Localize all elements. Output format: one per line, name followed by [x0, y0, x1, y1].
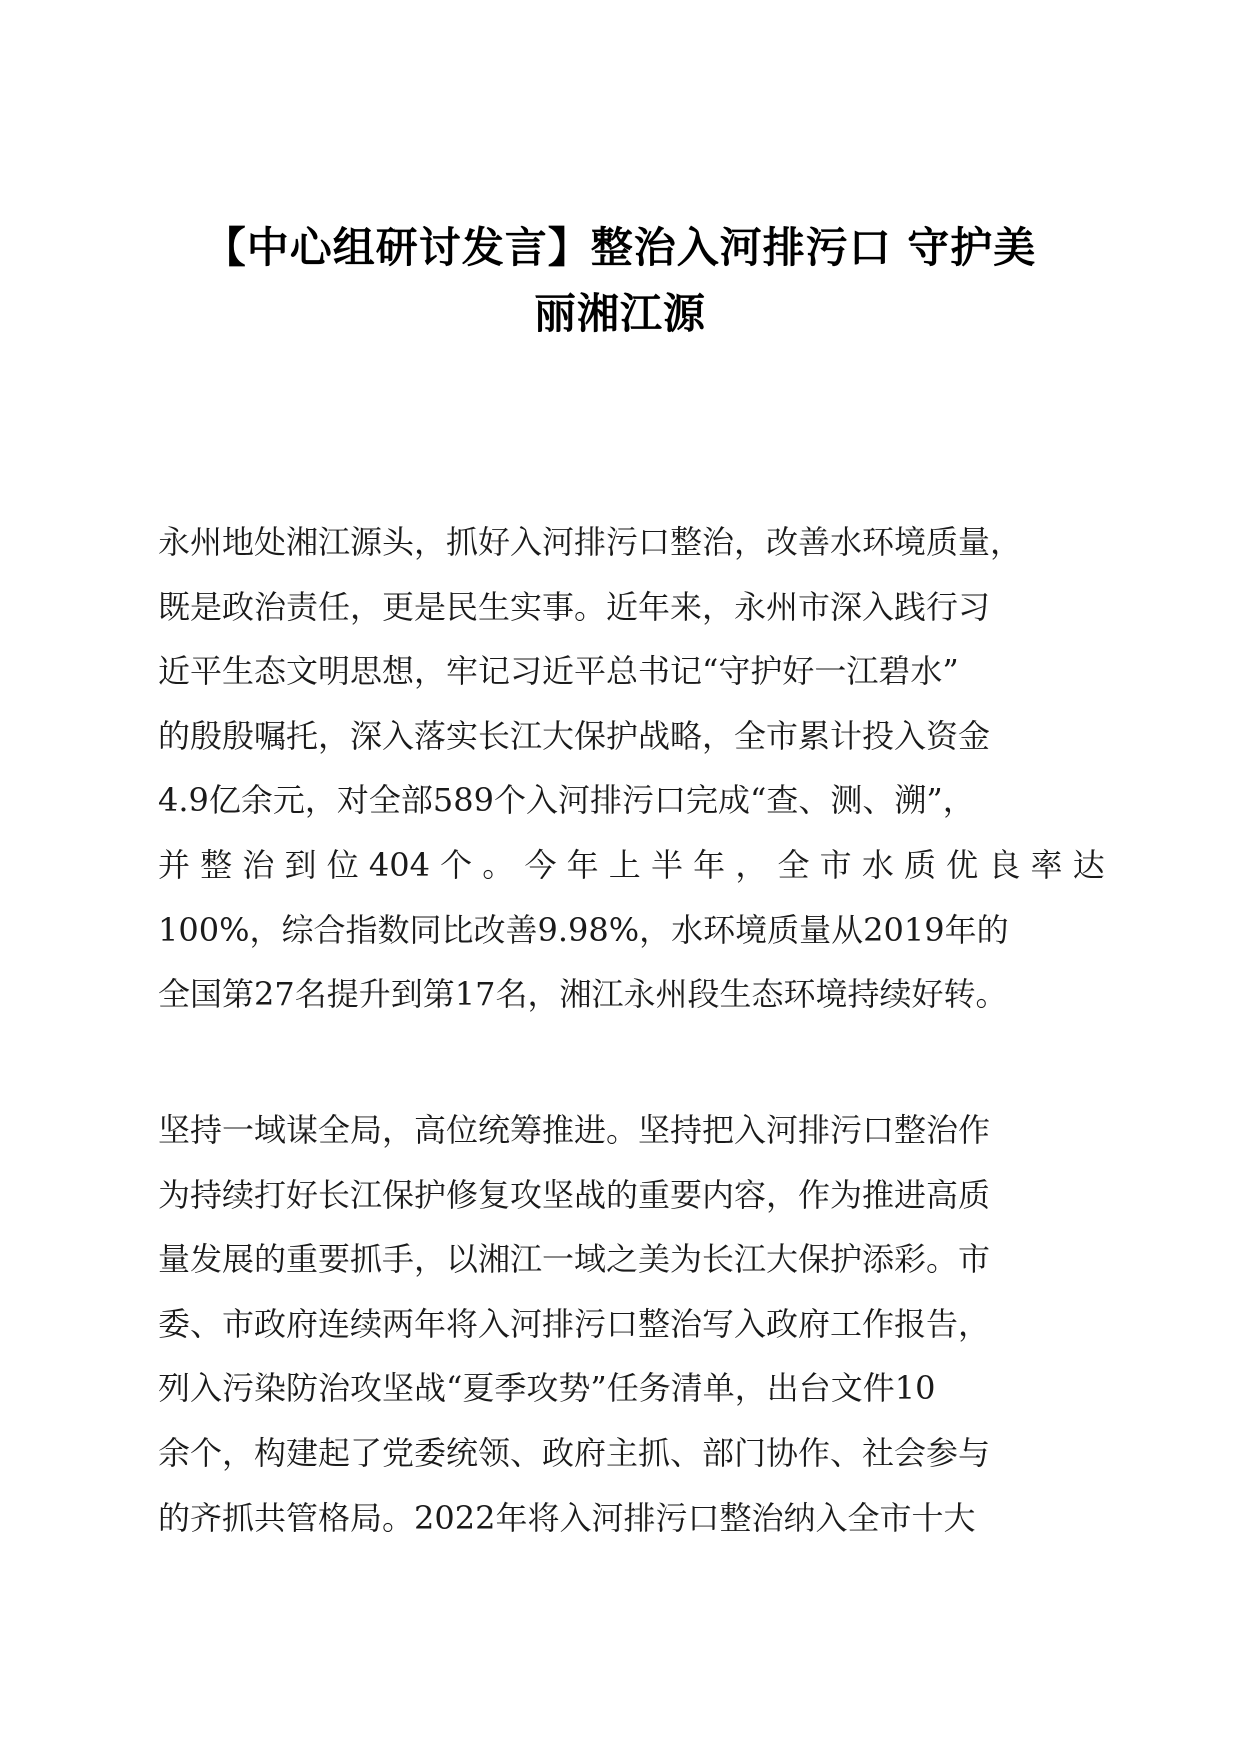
- paragraph-line: 既是政治责任，更是民生实事。近年来，永州市深入践行习: [158, 587, 991, 626]
- paragraph-line: 4.9亿余元，对全部589个入河排污口完成“查、测、溯”，: [158, 781, 975, 820]
- paragraph-line: 为持续打好长江保护修复攻坚战的重要内容，作为推进高质: [158, 1175, 991, 1214]
- paragraph-1: [158, 510, 1105, 1027]
- paragraph-line: 余个，构建起了党委统领、政府主抓、部门协作、社会参与: [158, 1433, 991, 1472]
- paragraph-line: 近平生态文明思想，牢记习近平总书记“守护好一江碧水”: [158, 652, 959, 691]
- title-line-1: 【中心组研讨发言】整治入河排污口 守护美: [203, 223, 1037, 272]
- paragraph-2: [158, 1098, 1088, 1550]
- document-title: [150, 215, 1090, 347]
- paragraph-line: 100%，综合指数同比改善9.98%，水环境质量从2019年的: [158, 910, 1009, 949]
- paragraph-line: 坚持一域谋全局，高位统筹推进。坚持把入河排污口整治作: [158, 1111, 991, 1149]
- paragraph-line: 列入污染防治攻坚战“夏季攻势”任务清单，出台文件10: [158, 1369, 936, 1408]
- paragraph-line: 全国第27名提升到第17名，湘江永州段生态环境持续好转。: [158, 975, 1008, 1014]
- paragraph-line: 的殷殷嘱托，深入落实长江大保护战略，全市累计投入资金: [158, 716, 991, 755]
- paragraph-line: 并 整 治 到 位 404 个 。 今 年 上 半 年 ， 全 市 水 质 优 良 率 达: [158, 845, 1105, 884]
- paragraph-line: 量发展的重要抓手，以湘江一域之美为长江大保护添彩。市: [158, 1240, 991, 1279]
- paragraph-line: 委、市政府连续两年将入河排污口整治写入政府工作报告，: [158, 1304, 991, 1343]
- paragraph-line: 永州地处湘江源头，抓好入河排污口整治，改善水环境质量，: [158, 523, 1023, 561]
- title-line-2: 丽湘江源: [533, 289, 706, 338]
- paragraph-line: 的齐抓共管格局。2022年将入河排污口整治纳入全市十大: [158, 1498, 976, 1537]
